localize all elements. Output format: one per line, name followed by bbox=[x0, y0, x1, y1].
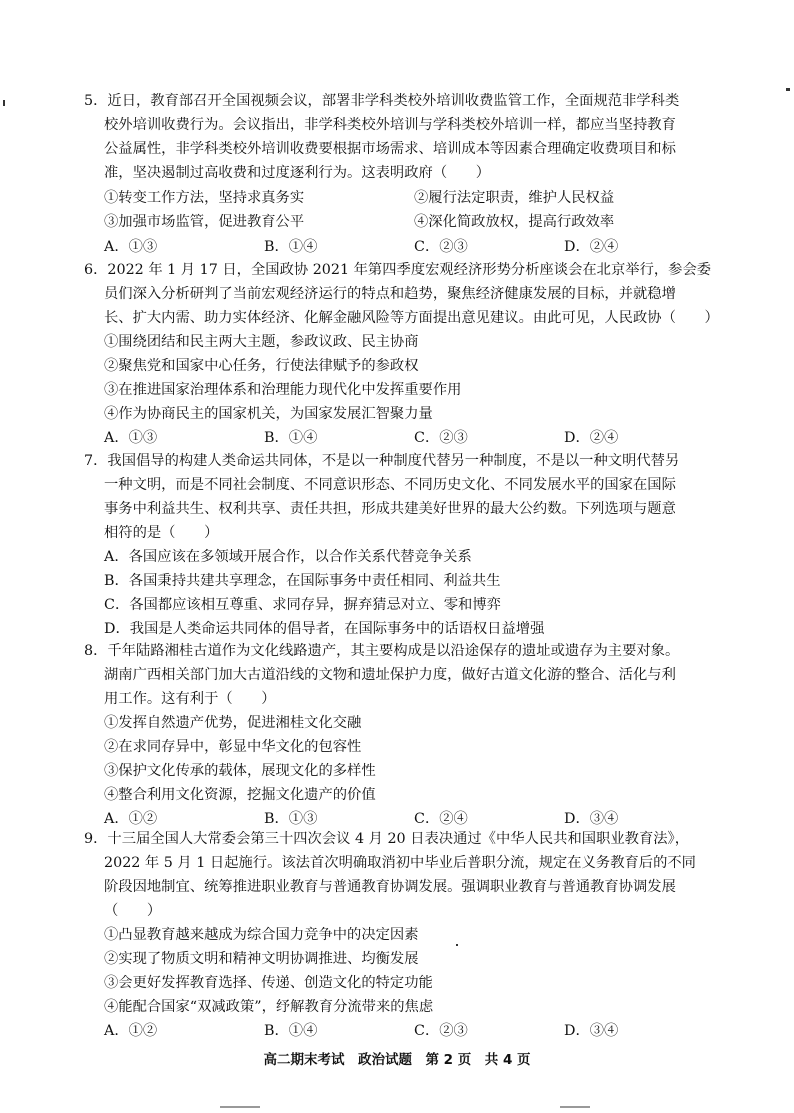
answer-choice-c: C．②④ bbox=[414, 811, 468, 827]
scan-speck bbox=[456, 944, 458, 946]
question-5 bbox=[84, 92, 716, 262]
question-stem-line: 阶段因地制宜、统筹推进职业教育与普通教育协调发展。强调职业教育与普通教育协调发展 bbox=[104, 879, 676, 895]
question-stem-line: 公益属性，非学科类校外培训收费要根据市场需求、培训成本等因素合理确定收费项目和标 bbox=[104, 141, 676, 157]
answer-choice-a: A．①② bbox=[104, 1023, 158, 1039]
statement-option: ①围绕团结和民主两大主题，参政议政、民主协商 bbox=[104, 334, 419, 350]
statement-option: ③加强市场监管，促进教育公平 bbox=[104, 214, 305, 230]
statement-option: ③保护文化传承的载体，展现文化的多样性 bbox=[104, 763, 376, 779]
scan-speck bbox=[560, 1106, 590, 1108]
statement-option: ①凸显教育越来越成为综合国力竞争中的决定因素 bbox=[104, 927, 419, 943]
question-6 bbox=[84, 261, 719, 451]
statement-option: ④作为协商民主的国家机关，为国家发展汇智聚力量 bbox=[104, 406, 433, 422]
answer-choice-c: C．②③ bbox=[414, 1023, 468, 1039]
answer-choice-d: D．③④ bbox=[564, 811, 619, 827]
answer-choice-a: A．①② bbox=[104, 811, 158, 827]
statement-option: D．我国是人类命运共同体的倡导者，在国际事务中的话语权日益增强 bbox=[104, 621, 545, 637]
statement-option: ④整合利用文化资源，挖掘文化遗产的价值 bbox=[104, 787, 376, 803]
answer-choice-a: A．①③ bbox=[104, 239, 158, 255]
statement-option: ③会更好发挥教育选择、传递、创造文化的特定功能 bbox=[104, 975, 433, 991]
statement-option: ③在推进国家治理体系和治理能力现代化中发挥重要作用 bbox=[104, 382, 462, 398]
question-7 bbox=[84, 452, 716, 642]
statement-option: ②履行法定职责，维护人民权益 bbox=[414, 190, 615, 206]
answer-choice-c: C．②③ bbox=[414, 430, 468, 446]
answer-choice-d: D．③④ bbox=[564, 1023, 619, 1039]
question-stem-line: 相符的是（ ） bbox=[104, 525, 219, 541]
answer-choice-a: A．①③ bbox=[104, 430, 158, 446]
answer-choice-d: D．②④ bbox=[564, 430, 619, 446]
question-stem-line: 9．十三届全国人大常委会第三十四次会议 4 月 20 日表决通过《中华人民共和国职业教育法》， bbox=[84, 831, 689, 847]
question-stem-line: 2022 年 5 月 1 日起施行。该法首次明确取消初中毕业后普职分流，规定在义务教育后的不同 bbox=[104, 855, 696, 871]
question-stem-line: 7．我国倡导的构建人类命运共同体，不是以一种制度代替另一种制度，不是以一种文明代替另 bbox=[84, 453, 680, 469]
statement-option: C．各国都应该相互尊重、求同存异，摒弃猜忌对立、零和博弈 bbox=[104, 597, 501, 613]
statement-option: ①转变工作方法，坚持求真务实 bbox=[104, 190, 305, 206]
scan-speck bbox=[3, 100, 5, 106]
question-stem-line: 用工作。这有利于（ ） bbox=[104, 691, 276, 707]
answer-choice-b: B．①④ bbox=[264, 1023, 318, 1039]
statement-option: ④深化简政放权，提高行政效率 bbox=[414, 214, 615, 230]
statement-option: ②聚焦党和国家中心任务，行使法律赋予的参政权 bbox=[104, 358, 419, 374]
question-stem-line: 8．千年陆路湘桂古道作为文化线路遗产，其主要构成是以沿途保存的遗址或遗存为主要对象。 bbox=[84, 643, 680, 659]
question-stem-line: （ ） bbox=[104, 903, 162, 919]
question-stem-line: 一种文明，而是不同社会制度、不同意识形态、不同历史文化、不同发展水平的国家在国际 bbox=[104, 477, 676, 493]
question-stem-line: 长、扩大内需、助力实体经济、化解金融风险等方面提出意见建议。由此可见，人民政协（ ） bbox=[104, 310, 719, 326]
answer-choice-b: B．①④ bbox=[264, 430, 318, 446]
question-9 bbox=[84, 830, 716, 1040]
statement-option: ①发挥自然遗产优势，促进湘桂文化交融 bbox=[104, 715, 362, 731]
question-stem-line: 准，坚决遏制过高收费和过度逐利行为。这表明政府（ ） bbox=[104, 165, 491, 181]
scan-speck bbox=[220, 1106, 260, 1108]
answer-choice-b: B．①④ bbox=[264, 239, 318, 255]
statement-option: A．各国应该在多领域开展合作，以合作关系代替竞争关系 bbox=[104, 549, 472, 565]
question-stem-line: 5．近日，教育部召开全国视频会议，部署非学科类校外培训收费监管工作，全面规范非学科类 bbox=[84, 93, 680, 109]
answer-choice-d: D．②④ bbox=[564, 239, 619, 255]
question-stem-line: 事务中利益共生、权利共享、责任共担，形成共建美好世界的最大公约数。下列选项与题意 bbox=[104, 501, 676, 517]
answer-choice-c: C．②③ bbox=[414, 239, 468, 255]
question-stem-line: 6．2022 年 1 月 17 日，全国政协 2021 年第四季度宏观经济形势分析座谈会在北京举行，参会委 bbox=[84, 262, 712, 278]
statement-option: ④能配合国家“双减政策”，纾解教育分流带来的焦虑 bbox=[104, 999, 434, 1015]
question-stem-line: 员们深入分析研判了当前宏观经济运行的特点和趋势，聚焦经济健康发展的目标，并就稳增 bbox=[104, 286, 676, 302]
statement-option: ②实现了物质文明和精神文明协调推进、均衡发展 bbox=[104, 951, 419, 967]
statement-option: ②在求同存异中，彰显中华文化的包容性 bbox=[104, 739, 362, 755]
answer-choice-b: B．①③ bbox=[264, 811, 318, 827]
question-stem-line: 校外培训收费行为。会议指出，非学科类校外培训与学科类校外培训一样，都应当坚持教育 bbox=[104, 117, 676, 133]
scan-speck bbox=[786, 88, 790, 91]
question-stem-line: 湖南广西相关部门加大古道沿线的文物和遗址保护力度，做好古道文化游的整合、活化与利 bbox=[104, 667, 676, 683]
statement-option: B．各国秉持共建共享理念，在国际事务中责任相同、利益共生 bbox=[104, 573, 501, 589]
page-footer: 高二期末考试 政治试题 第 2 页 共 4 页 bbox=[263, 1052, 531, 1068]
question-8 bbox=[84, 642, 716, 832]
